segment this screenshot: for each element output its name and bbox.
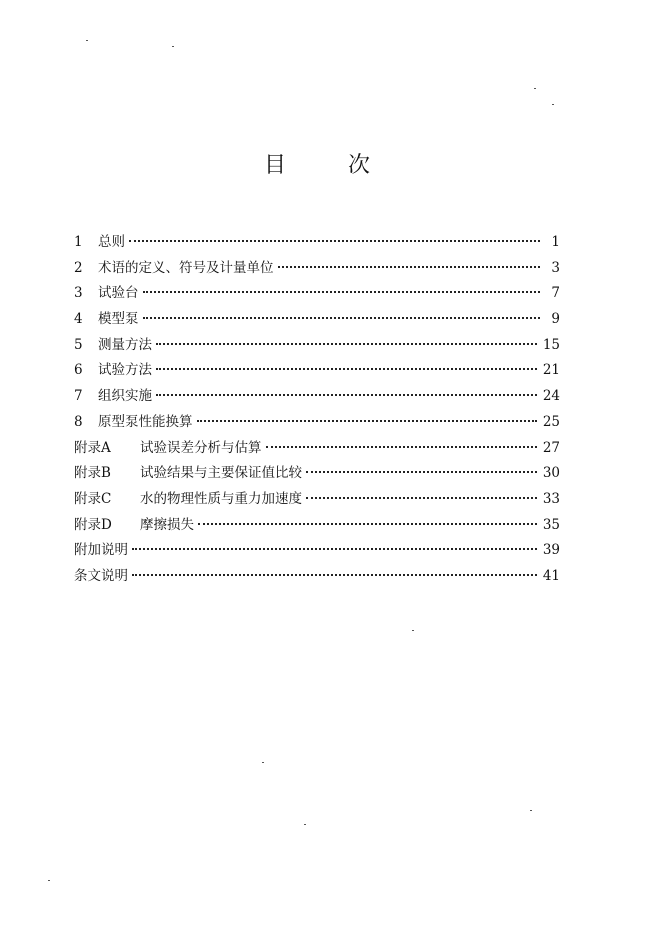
toc-label: 附加说明	[74, 542, 128, 559]
dot-leader	[132, 574, 537, 576]
toc-entry-appendix-d[interactable]	[74, 513, 560, 539]
toc-label: 原型泵性能换算	[98, 413, 193, 430]
toc-label: 术语的定义、符号及计量单位	[98, 259, 274, 276]
dot-leader	[266, 446, 537, 448]
title-char-2: 次	[348, 153, 371, 178]
toc-label: 测量方法	[98, 336, 152, 353]
dot-leader	[306, 497, 537, 499]
toc-number: 附录C	[74, 490, 112, 507]
table-of-contents	[74, 230, 560, 590]
dot-leader	[156, 343, 537, 345]
toc-label: 水的物理性质与重力加速度	[140, 490, 302, 507]
toc-entry-7[interactable]	[74, 384, 560, 410]
toc-page-number: 39	[542, 542, 560, 559]
toc-number: 2	[74, 259, 83, 276]
scan-speck	[48, 880, 50, 881]
dot-leader	[198, 523, 537, 525]
scan-speck	[412, 630, 414, 631]
toc-label: 模型泵	[98, 311, 139, 328]
page-title	[264, 148, 370, 179]
toc-page-number: 21	[542, 362, 560, 379]
scan-speck	[530, 810, 532, 811]
toc-page-number: 35	[542, 516, 560, 533]
dot-leader	[132, 548, 537, 550]
toc-number: 5	[74, 336, 83, 353]
toc-entry-8[interactable]	[74, 410, 560, 436]
toc-entry-additional-notes[interactable]	[74, 538, 560, 564]
toc-number: 7	[74, 388, 83, 405]
toc-entry-4[interactable]	[74, 307, 560, 333]
title-char-1: 目	[264, 153, 287, 178]
toc-label: 条文说明	[74, 567, 128, 584]
toc-number: 附录D	[74, 516, 112, 533]
toc-entry-6[interactable]	[74, 358, 560, 384]
scan-speck	[304, 824, 306, 825]
toc-number: 1	[74, 234, 83, 250]
toc-label: 试验台	[98, 285, 139, 302]
toc-page-number: 15	[542, 336, 560, 353]
scan-speck	[172, 46, 174, 47]
scan-speck	[552, 104, 554, 105]
toc-entry-appendix-b[interactable]	[74, 461, 560, 487]
toc-entry-appendix-c[interactable]	[74, 487, 560, 513]
toc-number: 3	[74, 285, 83, 302]
toc-label: 总则	[98, 234, 125, 250]
toc-number: 附录B	[74, 465, 111, 482]
toc-number: 4	[74, 311, 83, 328]
dot-leader	[197, 420, 537, 422]
toc-page-number: 30	[542, 465, 560, 482]
toc-page-number: 41	[542, 567, 560, 584]
toc-entry-2[interactable]	[74, 256, 560, 282]
toc-entry-5[interactable]	[74, 333, 560, 359]
toc-page-number: 33	[542, 490, 560, 507]
dot-leader	[306, 471, 537, 473]
toc-page-number: 27	[542, 439, 560, 456]
toc-label: 试验结果与主要保证值比较	[140, 465, 302, 482]
dot-leader	[143, 291, 541, 293]
toc-entry-clause-notes[interactable]	[74, 564, 560, 590]
dot-leader	[143, 317, 541, 319]
toc-number: 6	[74, 362, 83, 379]
scan-speck	[86, 40, 88, 41]
toc-page-number: 9	[551, 311, 560, 328]
toc-label: 试验误差分析与估算	[140, 439, 262, 456]
toc-entry-3[interactable]	[74, 281, 560, 307]
toc-entry-1[interactable]	[74, 230, 560, 256]
scan-speck	[262, 762, 264, 763]
toc-number: 8	[74, 413, 83, 430]
toc-label: 摩擦损失	[140, 516, 194, 533]
toc-entry-appendix-a[interactable]	[74, 436, 560, 462]
dot-leader	[156, 368, 537, 370]
toc-page-number: 7	[551, 285, 560, 302]
dot-leader	[278, 266, 541, 268]
toc-page-number: 3	[551, 259, 560, 276]
toc-number: 附录A	[74, 439, 111, 456]
toc-page-number: 1	[551, 234, 560, 250]
toc-page-number: 24	[542, 388, 560, 405]
toc-page-number: 25	[542, 413, 560, 430]
dot-leader	[156, 394, 537, 396]
toc-label: 试验方法	[98, 362, 152, 379]
toc-label: 组织实施	[98, 388, 152, 405]
scan-speck	[534, 88, 536, 89]
dot-leader	[129, 240, 540, 242]
